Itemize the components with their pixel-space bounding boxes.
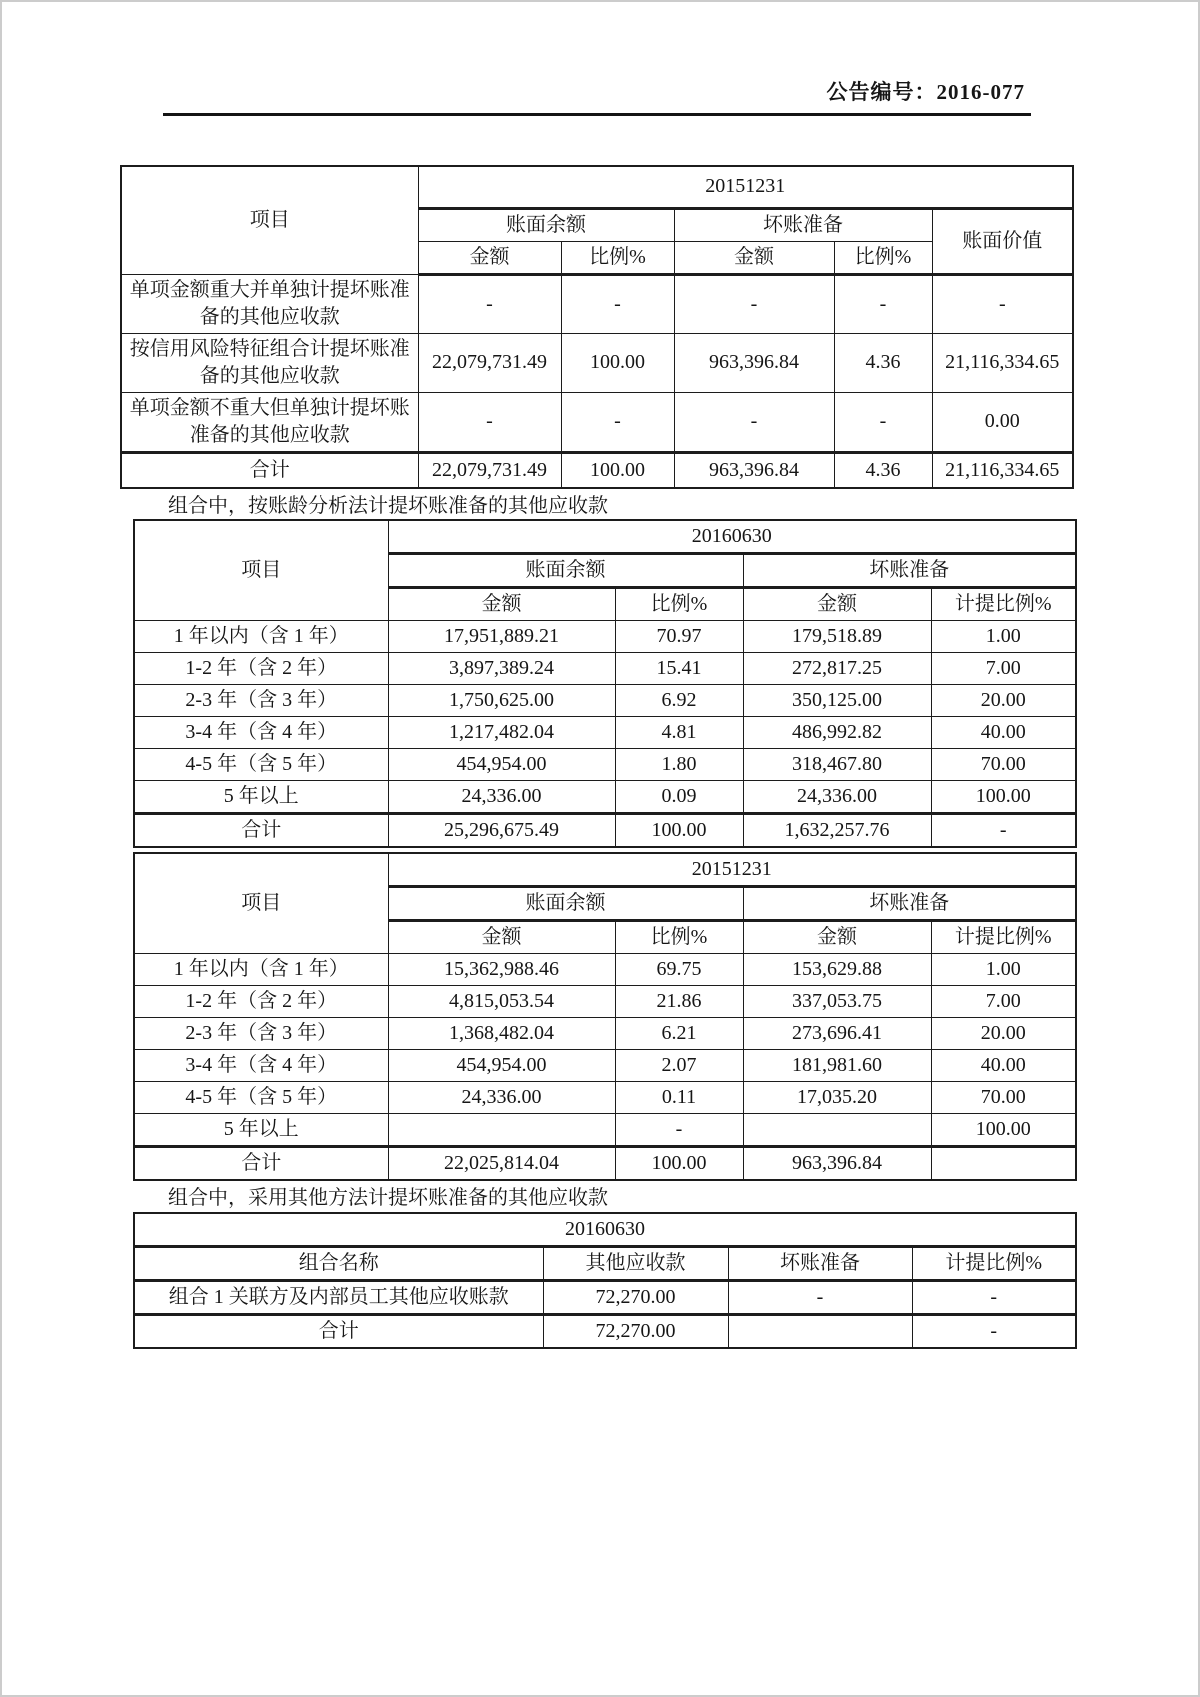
cell-provision-ratio: 100.00 [931, 1114, 1076, 1147]
cell-amount: 1,217,482.04 [388, 717, 615, 749]
header-amount: 金额 [388, 921, 615, 954]
cell-ratio: 15.41 [615, 653, 743, 685]
cell-ratio: 4.36 [834, 452, 932, 488]
cell-aging-bucket: 1 年以内（含 1 年） [134, 954, 388, 986]
header-ratio: 比例% [834, 241, 932, 274]
cell-ratio: 1.80 [615, 749, 743, 781]
cell-amount: 24,336.00 [743, 781, 931, 814]
cell-book-value: 21,116,334.65 [932, 452, 1073, 488]
cell-aging-bucket: 5 年以上 [134, 781, 388, 814]
header-provision-ratio: 计提比例% [931, 921, 1076, 954]
cell-aging-bucket: 4-5 年（含 5 年） [134, 1082, 388, 1114]
cell-amount: 337,053.75 [743, 986, 931, 1018]
cell-bad-debt [728, 1315, 912, 1349]
table-row [134, 1247, 1076, 1281]
cell-ratio: 6.92 [615, 685, 743, 717]
total-row [134, 814, 1076, 848]
table-row [134, 1281, 1076, 1315]
header-amount: 金额 [388, 588, 615, 621]
table-row [134, 853, 1076, 887]
cell-provision-ratio: 1.00 [931, 621, 1076, 653]
cell-ratio: 4.36 [834, 333, 932, 392]
table-row [134, 954, 1076, 986]
cell-aging-bucket: 3-4 年（含 4 年） [134, 717, 388, 749]
cell-amount: 318,467.80 [743, 749, 931, 781]
cell-provision-ratio [931, 1147, 1076, 1181]
cell-amount: 3,897,389.24 [388, 653, 615, 685]
cell-amount: 72,270.00 [543, 1281, 728, 1315]
cell-aging-bucket: 2-3 年（含 3 年） [134, 685, 388, 717]
aging-analysis-table-20151231 [133, 852, 1077, 1181]
cell-ratio: 70.97 [615, 621, 743, 653]
table-row [121, 392, 1073, 452]
cell-amount: 24,336.00 [388, 1082, 615, 1114]
cell-amount: 963,396.84 [674, 452, 834, 488]
cell-amount: - [418, 392, 561, 452]
total-row [121, 452, 1073, 488]
cell-amount: 4,815,053.54 [388, 986, 615, 1018]
section-title-aging-method: 组合中，按账龄分析法计提坏账准备的其他应收款 [168, 495, 608, 517]
cell-amount: 17,951,889.21 [388, 621, 615, 653]
cell-total-label: 合计 [134, 1315, 543, 1349]
cell-amount: 72,270.00 [543, 1315, 728, 1349]
cell-provision-ratio: 40.00 [931, 717, 1076, 749]
header-period: 20160630 [388, 520, 1076, 554]
cell-amount: 454,954.00 [388, 749, 615, 781]
header-bad-debt: 坏账准备 [743, 554, 1076, 588]
header-item: 项目 [134, 520, 388, 621]
cell-item: 单项金额不重大但单独计提坏账准备的其他应收款 [121, 392, 418, 452]
cell-amount [743, 1114, 931, 1147]
header-item: 项目 [121, 166, 418, 274]
cell-ratio: 0.09 [615, 781, 743, 814]
table-row [121, 166, 1073, 208]
header-bad-debt: 坏账准备 [728, 1247, 912, 1281]
cell-amount: 22,025,814.04 [388, 1147, 615, 1181]
table-row [134, 621, 1076, 653]
header-provision-ratio: 计提比例% [931, 588, 1076, 621]
table-row [134, 781, 1076, 814]
cell-ratio: 100.00 [615, 814, 743, 848]
cell-ratio: 6.21 [615, 1018, 743, 1050]
header-ratio: 比例% [615, 921, 743, 954]
cell-amount: 1,632,257.76 [743, 814, 931, 848]
table-row [134, 653, 1076, 685]
cell-amount: 181,981.60 [743, 1050, 931, 1082]
table-row [134, 1213, 1076, 1247]
header-book-balance: 账面余额 [388, 887, 743, 921]
header-book-balance: 账面余额 [418, 208, 674, 241]
cell-provision-ratio: - [912, 1315, 1076, 1349]
cell-item: 按信用风险特征组合计提坏账准备的其他应收款 [121, 333, 418, 392]
cell-amount: 272,817.25 [743, 653, 931, 685]
cell-aging-bucket: 1-2 年（含 2 年） [134, 986, 388, 1018]
cell-amount [388, 1114, 615, 1147]
cell-amount: - [674, 392, 834, 452]
cell-aging-bucket: 1-2 年（含 2 年） [134, 653, 388, 685]
cell-amount: 963,396.84 [743, 1147, 931, 1181]
cell-provision-ratio: 7.00 [931, 653, 1076, 685]
header-group-name: 组合名称 [134, 1247, 543, 1281]
cell-amount: 153,629.88 [743, 954, 931, 986]
cell-provision-ratio: - [912, 1281, 1076, 1315]
cell-provision-ratio: 20.00 [931, 1018, 1076, 1050]
cell-total-label: 合计 [121, 452, 418, 488]
cell-book-value: 0.00 [932, 392, 1073, 452]
cell-amount: 350,125.00 [743, 685, 931, 717]
cell-aging-bucket: 1 年以内（含 1 年） [134, 621, 388, 653]
cell-provision-ratio: 100.00 [931, 781, 1076, 814]
cell-ratio: 69.75 [615, 954, 743, 986]
cell-provision-ratio: 70.00 [931, 749, 1076, 781]
header-period: 20151231 [418, 166, 1073, 208]
header-period: 20160630 [134, 1213, 1076, 1247]
cell-amount: 273,696.41 [743, 1018, 931, 1050]
cell-ratio: 100.00 [561, 452, 674, 488]
header-amount: 金额 [743, 588, 931, 621]
cell-provision-ratio: 1.00 [931, 954, 1076, 986]
cell-book-value: - [932, 274, 1073, 333]
cell-amount: 486,992.82 [743, 717, 931, 749]
cell-amount: 1,750,625.00 [388, 685, 615, 717]
other-method-table-20160630 [133, 1212, 1077, 1349]
cell-amount: 15,362,988.46 [388, 954, 615, 986]
table-row [134, 749, 1076, 781]
cell-ratio: 2.07 [615, 1050, 743, 1082]
cell-book-value: 21,116,334.65 [932, 333, 1073, 392]
cell-ratio: 21.86 [615, 986, 743, 1018]
cell-provision-ratio: 70.00 [931, 1082, 1076, 1114]
cell-aging-bucket: 4-5 年（含 5 年） [134, 749, 388, 781]
cell-total-label: 合计 [134, 814, 388, 848]
cell-provision-ratio: 7.00 [931, 986, 1076, 1018]
cell-ratio: - [561, 392, 674, 452]
cell-ratio: - [834, 274, 932, 333]
cell-amount: 963,396.84 [674, 333, 834, 392]
provision-by-category-table-20151231 [120, 165, 1074, 489]
cell-aging-bucket: 5 年以上 [134, 1114, 388, 1147]
cell-ratio: 4.81 [615, 717, 743, 749]
total-row [134, 1315, 1076, 1349]
header-amount: 金额 [418, 241, 561, 274]
cell-bad-debt: - [728, 1281, 912, 1315]
cell-ratio: - [615, 1114, 743, 1147]
table-row [134, 1018, 1076, 1050]
cell-item: 单项金额重大并单独计提坏账准备的其他应收款 [121, 274, 418, 333]
header-provision-ratio: 计提比例% [912, 1247, 1076, 1281]
table-row [134, 1082, 1076, 1114]
table-row [134, 1114, 1076, 1147]
table-row [134, 685, 1076, 717]
cell-ratio: 100.00 [615, 1147, 743, 1181]
doc-number-header: 公告编号：2016-077 [163, 76, 1031, 116]
cell-ratio: - [834, 392, 932, 452]
cell-aging-bucket: 3-4 年（含 4 年） [134, 1050, 388, 1082]
cell-amount: - [674, 274, 834, 333]
header-period: 20151231 [388, 853, 1076, 887]
cell-aging-bucket: 2-3 年（含 3 年） [134, 1018, 388, 1050]
header-amount: 金额 [743, 921, 931, 954]
cell-amount: 1,368,482.04 [388, 1018, 615, 1050]
cell-ratio: - [561, 274, 674, 333]
header-item: 项目 [134, 853, 388, 954]
table-row [121, 333, 1073, 392]
cell-amount: 24,336.00 [388, 781, 615, 814]
cell-ratio: 0.11 [615, 1082, 743, 1114]
cell-amount: 454,954.00 [388, 1050, 615, 1082]
table-row [134, 986, 1076, 1018]
cell-amount: - [418, 274, 561, 333]
table-row [121, 274, 1073, 333]
header-book-balance: 账面余额 [388, 554, 743, 588]
cell-provision-ratio: - [931, 814, 1076, 848]
cell-ratio: 100.00 [561, 333, 674, 392]
cell-group-name: 组合 1 关联方及内部员工其他应收账款 [134, 1281, 543, 1315]
header-ratio: 比例% [561, 241, 674, 274]
header-ratio: 比例% [615, 588, 743, 621]
header-book-value: 账面价值 [932, 208, 1073, 274]
cell-total-label: 合计 [134, 1147, 388, 1181]
cell-amount: 17,035.20 [743, 1082, 931, 1114]
cell-amount: 25,296,675.49 [388, 814, 615, 848]
header-amount: 金额 [674, 241, 834, 274]
header-other-receivables: 其他应收款 [543, 1247, 728, 1281]
aging-analysis-table-20160630 [133, 519, 1077, 848]
cell-provision-ratio: 40.00 [931, 1050, 1076, 1082]
cell-provision-ratio: 20.00 [931, 685, 1076, 717]
cell-amount: 179,518.89 [743, 621, 931, 653]
table-row [134, 520, 1076, 554]
cell-amount: 22,079,731.49 [418, 333, 561, 392]
cell-amount: 22,079,731.49 [418, 452, 561, 488]
total-row [134, 1147, 1076, 1181]
header-bad-debt: 坏账准备 [674, 208, 932, 241]
section-title-other-method: 组合中，采用其他方法计提坏账准备的其他应收款 [168, 1187, 608, 1209]
table-row [134, 1050, 1076, 1082]
header-bad-debt: 坏账准备 [743, 887, 1076, 921]
table-row [134, 717, 1076, 749]
